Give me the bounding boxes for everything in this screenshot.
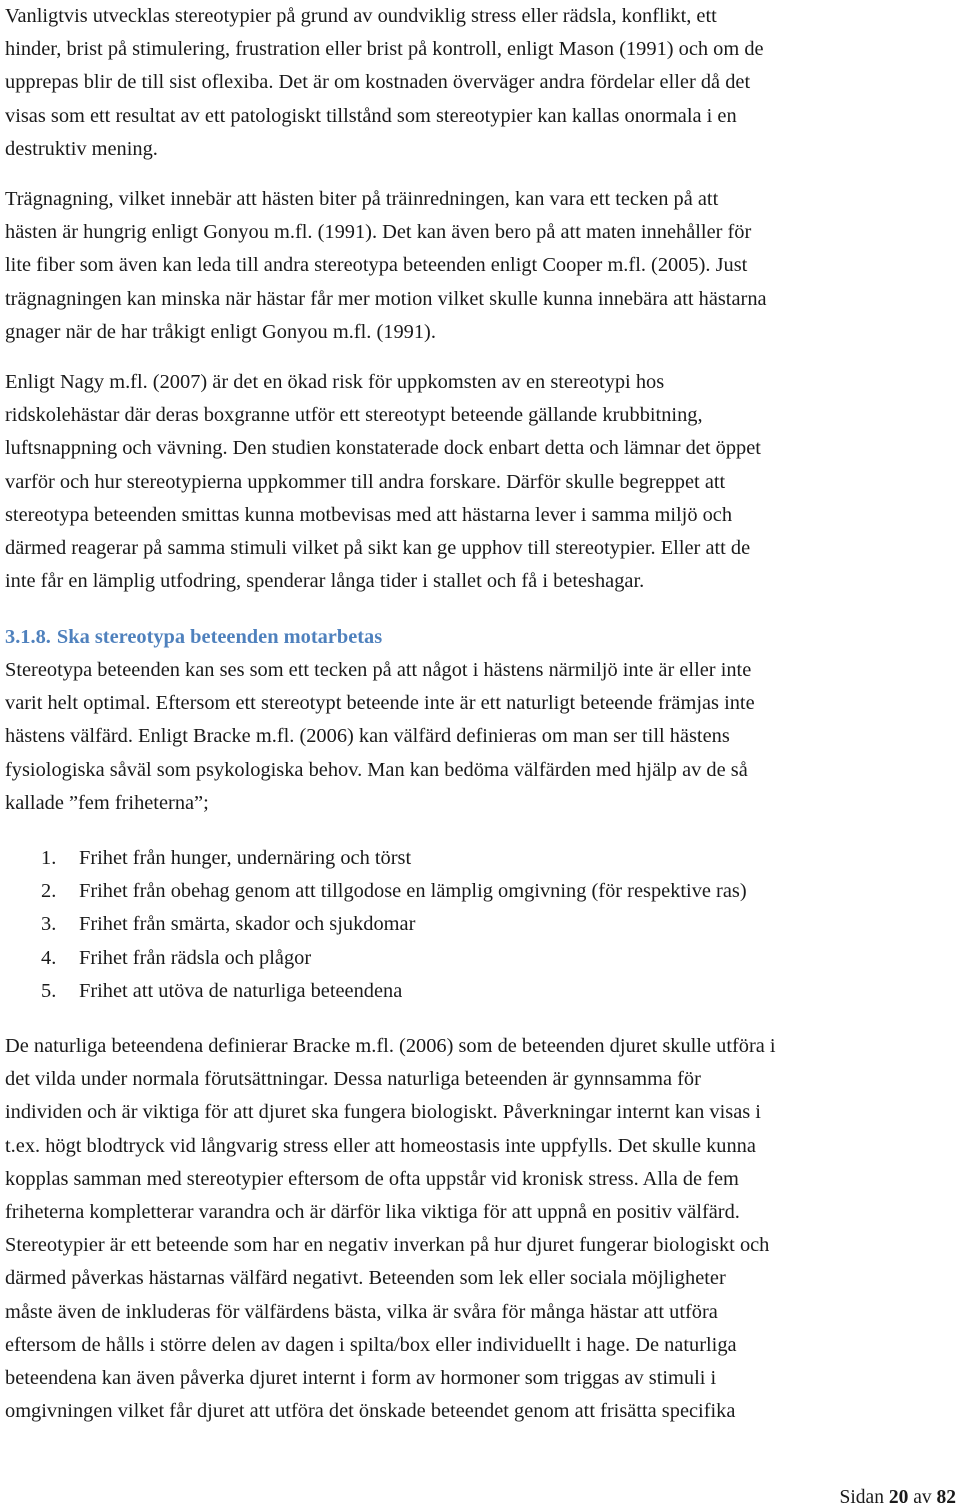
- text-line: omgivningen vilket får djuret att utföra det önskade beteendet genom att frisätta specifika: [5, 1400, 736, 1423]
- text-line: hinder, brist på stimulering, frustration eller brist på kontroll, enligt Mason (1991) och om de: [5, 38, 764, 61]
- text-line: lite fiber som även kan leda till andra stereotypa beteenden enligt Cooper m.fl. (2005). Just: [5, 254, 748, 277]
- text-line: därmed reagerar på samma stimuli vilket på sikt kan ge upphov till stereotypier. Eller att de: [5, 537, 751, 560]
- list-number: 4.: [41, 946, 57, 969]
- text-line: individen och är viktiga för att djuret ska fungera biologiskt. Påverkningar internt kan visas i: [5, 1101, 761, 1124]
- list-item: [41, 842, 747, 875]
- text-line: Trägnagning, vilket innebär att hästen biter på träinredningen, kan vara ett tecken på att: [5, 188, 719, 210]
- list-number: 1.: [41, 847, 57, 869]
- list-number: 5.: [41, 979, 57, 1002]
- text-line: destruktiv mening.: [5, 137, 158, 160]
- list-number: 2.: [41, 880, 57, 903]
- footer-total-pages: 82: [936, 1487, 956, 1508]
- section-title: Ska stereotypa beteenden motarbetas: [56, 626, 383, 648]
- section-number: 3.1.8.: [5, 626, 51, 648]
- text-line: trägnagningen kan minska när hästar får mer motion vilket skulle kunna innebära att hästarna: [5, 287, 767, 310]
- text-line: kallade ”fem friheterna”;: [5, 791, 209, 814]
- list-item: [41, 975, 747, 1008]
- text-line: beteendena kan även påverka djuret internt i form av hormoner som triggas av stimuli i: [5, 1367, 717, 1390]
- paragraph-nagy-study: [5, 366, 957, 598]
- list-item: [41, 908, 747, 941]
- text-line: stereotypa beteenden smittas kunna motbevisas med att hästarna lever i samma miljö och: [5, 503, 733, 526]
- text-line: kopplas samman med stereotypier eftersom de ofta uppstår vid kronisk stress. Alla de fem: [5, 1167, 739, 1190]
- text-line: Enligt Nagy m.fl. (2007) är det en ökad risk för uppkomsten av en stereotypi hos: [5, 371, 665, 393]
- page-footer: [840, 1484, 956, 1512]
- list-text: Frihet från hunger, undernäring och törst: [79, 847, 412, 869]
- text-line: hästen är hungrig enligt Gonyou m.fl. (1991). Det kan även bero på att maten innehåller för: [5, 221, 752, 244]
- five-freedoms-list: [41, 842, 747, 1008]
- list-text: Frihet från smärta, skador och sjukdomar: [79, 913, 416, 936]
- list-text: Frihet att utöva de naturliga beteendena: [79, 979, 403, 1002]
- footer-of: av: [913, 1487, 932, 1508]
- text-line: varför och hur stereotypierna uppkommer till andra forskare. Därför skulle begreppet att: [5, 470, 726, 493]
- text-line: fysiologiska såväl som psykologiska behov. Man kan bedöma välfärden med hjälp av de så: [5, 758, 748, 781]
- paragraph-welfare: [5, 654, 957, 820]
- text-line: luftsnappning och vävning. Den studien konstaterade dock enbart detta och lämnar det öppet: [5, 437, 761, 460]
- paragraph-stereotypy-causes: [5, 0, 957, 166]
- list-text: Frihet från obehag genom att tillgodose en lämplig omgivning (för respektive ras): [79, 880, 747, 903]
- text-line: det vilda under normala förutsättningar. Dessa naturliga beteenden är gynnsamma för: [5, 1068, 701, 1091]
- text-line: ridskolehästar där deras boxgranne utför ett stereotypt beteende gällande krubbitning,: [5, 404, 703, 427]
- text-line: t.ex. högt blodtryck vid långvarig stress eller att homeostasis inte uppfylls. Det skulle kunna: [5, 1134, 756, 1157]
- text-line: upprepas blir de till sist oflexiba. Det är om kostnaden överväger andra fördelar eller då det: [5, 71, 751, 94]
- footer-prefix: Sidan: [839, 1487, 884, 1508]
- paragraph-wood-chewing: [5, 183, 957, 349]
- list-text: Frihet från rädsla och plågor: [79, 946, 312, 969]
- paragraph-natural-behaviours: [5, 1030, 957, 1428]
- text-line: De naturliga beteendena definierar Bracke m.fl. (2006) som de beteenden djuret skulle utföra i: [5, 1035, 776, 1057]
- list-number: 3.: [41, 913, 57, 936]
- list-item: [41, 942, 747, 975]
- section-heading: [5, 621, 382, 654]
- text-line: hästens välfärd. Enligt Bracke m.fl. (2006) kan välfärd definieras om man ser till hästens: [5, 725, 730, 748]
- text-line: friheterna kompletterar varandra och är därför lika viktiga för att uppnå en positiv välfärd.: [5, 1201, 740, 1224]
- text-line: därmed påverkas hästarnas välfärd negativt. Beteenden som lek eller sociala möjligheter: [5, 1267, 726, 1290]
- text-line: Vanligtvis utvecklas stereotypier på grund av oundviklig stress eller rädsla, konflikt, ett: [5, 5, 717, 27]
- text-line: måste även de inkluderas för välfärdens bästa, vilka är svåra för många hästar att utföra: [5, 1300, 718, 1323]
- text-line: Stereotypa beteenden kan ses som ett tecken på att något i hästens närmiljö inte är eller inte: [5, 659, 752, 681]
- text-line: gnager när de har tråkigt enligt Gonyou m.fl. (1991).: [5, 320, 436, 343]
- text-line: visas som ett resultat av ett patologiskt tillstånd som stereotypier kan kallas onormala i en: [5, 104, 737, 127]
- text-line: Stereotypier är ett beteende som har en negativ inverkan på hur djuret fungerar biologiskt och: [5, 1234, 770, 1257]
- list-item: [41, 875, 747, 908]
- footer-page-number: 20: [888, 1487, 909, 1508]
- text-line: eftersom de hålls i större delen av dagen i spilta/box eller individuellt i hage. De naturliga: [5, 1333, 737, 1356]
- text-line: inte får en lämplig utfodring, spenderar långa tider i stallet och få i beteshagar.: [5, 570, 645, 593]
- text-line: varit helt optimal. Eftersom ett stereotypt beteende inte är ett naturligt beteende främjas inte: [5, 692, 755, 715]
